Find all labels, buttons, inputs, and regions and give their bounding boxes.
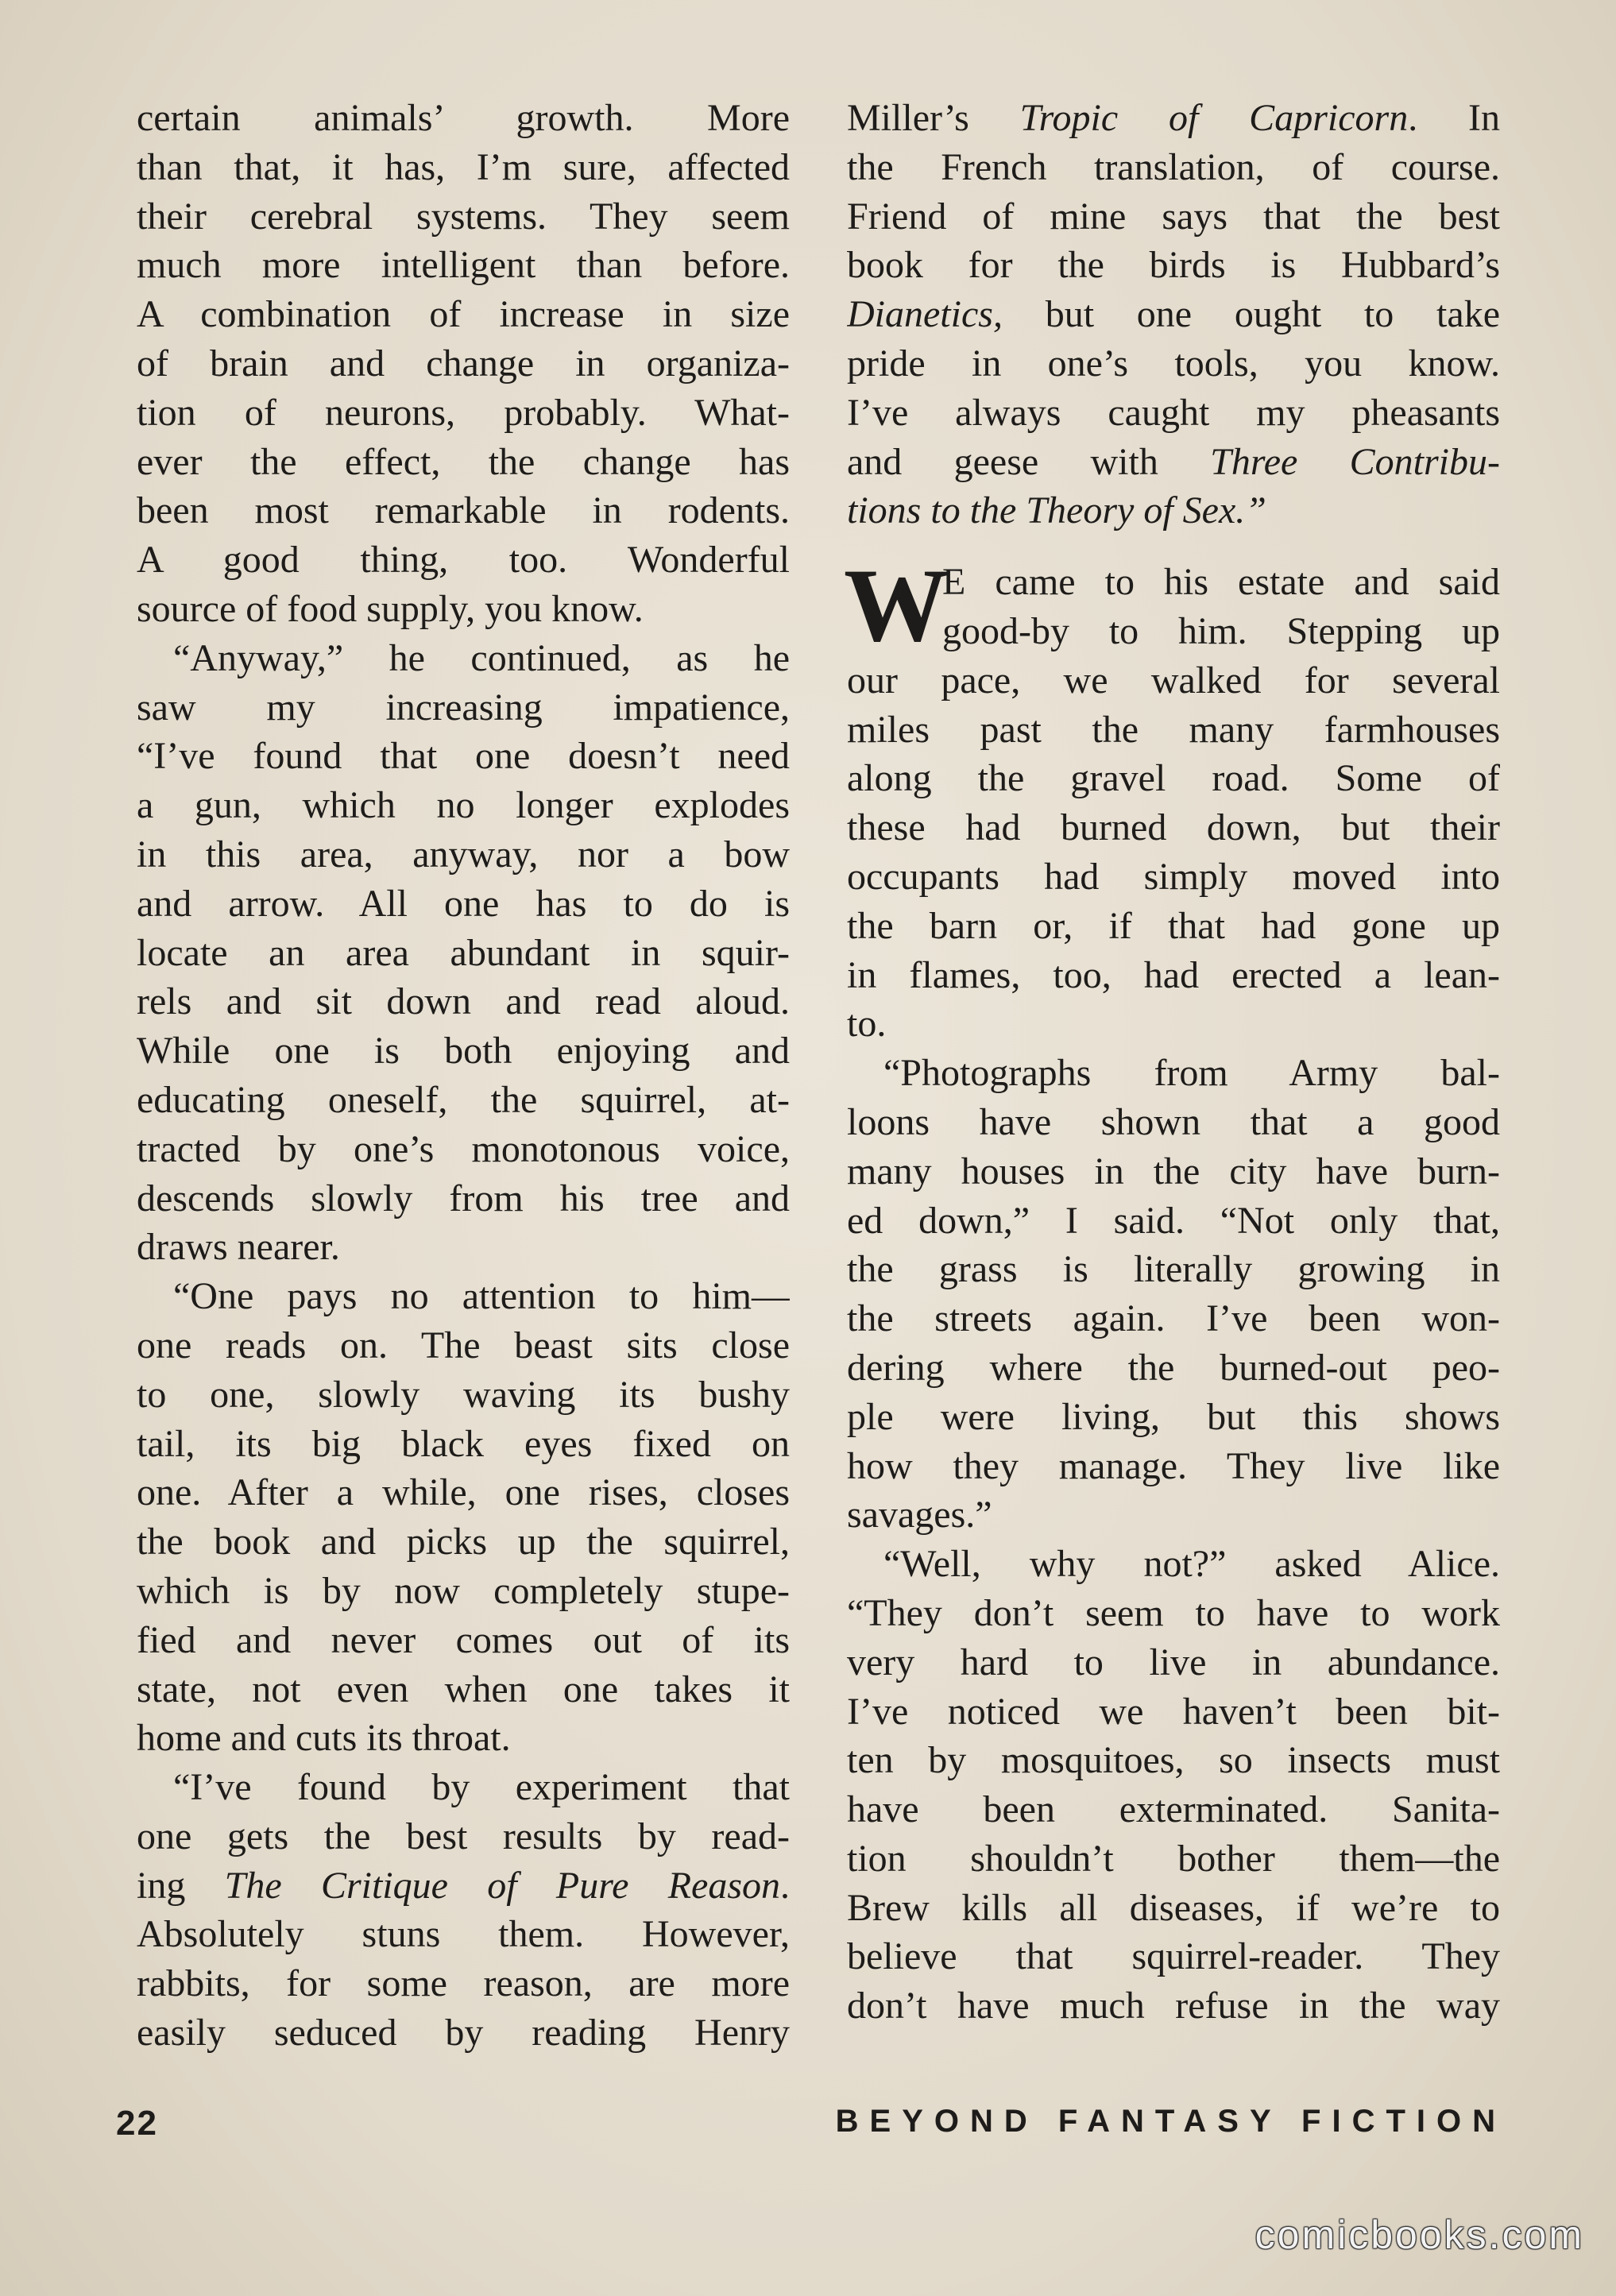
text-line xyxy=(137,1026,790,1076)
text-segment: very hard to live in abundance. xyxy=(847,1641,1500,1683)
text-segment: to. xyxy=(847,1003,887,1046)
text-segment: Friend of mine says that the best xyxy=(847,195,1500,238)
text-line xyxy=(847,656,1500,705)
text-line xyxy=(847,388,1500,438)
text-line xyxy=(847,803,1500,852)
text-line xyxy=(137,585,790,634)
text-segment: “I’ve found by experiment that xyxy=(173,1766,790,1809)
text-line xyxy=(847,1343,1500,1393)
text-segment: pride in one’s tools, you know. xyxy=(847,342,1500,385)
text-segment: the French translation, of course. xyxy=(847,145,1500,188)
text-segment: “Photographs from Army bal- xyxy=(883,1052,1500,1095)
text-line xyxy=(847,1049,1500,1098)
text-line xyxy=(847,94,1500,143)
text-segment: ple were living, but this shows xyxy=(847,1395,1500,1438)
text-segment: a gun, which no longer explodes xyxy=(137,784,790,827)
text-segment: book for the birds is Hubbard’s xyxy=(847,244,1500,287)
text-segment: ten by mosquitoes, so insects must xyxy=(847,1739,1500,1782)
text-line xyxy=(137,830,790,879)
text-segment: the barn or, if that had gone up xyxy=(847,904,1500,947)
text-line xyxy=(137,2008,790,2058)
text-line xyxy=(137,977,790,1026)
watermark-logo: comicbooks.com xyxy=(1255,2213,1584,2257)
page-number: 22 xyxy=(116,2104,158,2143)
text-line xyxy=(847,1442,1500,1491)
text-line xyxy=(137,879,790,929)
text-segment: While one is both enjoying and xyxy=(137,1030,790,1073)
right-column-top-text xyxy=(847,94,1500,535)
text-segment: ing xyxy=(137,1864,225,1907)
text-segment: one reads on. The beast sits close xyxy=(137,1324,790,1366)
italic-title-text: Tropic of Capricorn xyxy=(1019,97,1409,139)
text-line xyxy=(137,1812,790,1861)
text-segment: dering where the burned-out peo- xyxy=(847,1346,1500,1389)
text-segment: locate an area abundant in squir- xyxy=(137,931,790,974)
text-segment: in this area, anyway, nor a bow xyxy=(137,833,790,875)
text-line xyxy=(137,388,790,438)
text-segment: and arrow. All one has to do is xyxy=(137,882,790,925)
text-segment: ed down,” I said. “Not only that, xyxy=(847,1199,1500,1242)
text-segment: but one ought to take xyxy=(1002,293,1500,336)
text-segment: to one, slowly waving its bushy xyxy=(137,1373,790,1416)
text-segment: of brain and change in organiza- xyxy=(137,342,790,385)
text-segment: home and cuts its throat. xyxy=(137,1717,511,1760)
text-segment: Miller’s xyxy=(847,97,1020,139)
text-segment: in flames, too, had erected a lean- xyxy=(847,953,1500,996)
text-line xyxy=(137,535,790,585)
text-segment: state, not even when one takes it xyxy=(137,1668,790,1710)
drop-cap: W xyxy=(844,547,949,664)
text-line xyxy=(137,1076,790,1125)
text-line xyxy=(137,1665,790,1714)
text-line xyxy=(137,1174,790,1223)
text-segment: rels and sit down and read aloud. xyxy=(137,980,790,1023)
text-segment: rabbits, for some reason, are more xyxy=(137,1962,790,2005)
text-segment: how they manage. They live like xyxy=(847,1444,1500,1487)
text-line xyxy=(137,438,790,487)
text-line xyxy=(847,486,1500,535)
text-segment: much more intelligent than before. xyxy=(137,244,790,287)
right-text-column xyxy=(844,94,1500,2031)
text-segment: easily seduced by reading Henry xyxy=(137,2012,790,2054)
text-line xyxy=(137,1272,790,1321)
text-segment: these had burned down, but their xyxy=(847,806,1500,849)
text-segment: descends slowly from his tree and xyxy=(137,1177,790,1220)
text-line xyxy=(847,1589,1500,1638)
text-line xyxy=(137,1616,790,1665)
text-line xyxy=(847,1245,1500,1294)
text-line xyxy=(137,1763,790,1812)
text-line xyxy=(847,143,1500,192)
text-line xyxy=(137,1370,790,1420)
text-line xyxy=(137,192,790,242)
text-line xyxy=(847,1098,1500,1147)
text-line xyxy=(137,1321,790,1370)
text-segment: tail, its big black eyes fixed on xyxy=(137,1422,790,1465)
left-text-column xyxy=(137,94,790,2058)
text-line xyxy=(847,290,1500,339)
text-line xyxy=(137,1125,790,1174)
text-line xyxy=(137,781,790,830)
italic-title-text: The Critique of Pure Reason xyxy=(224,1864,780,1907)
text-line xyxy=(847,1490,1500,1540)
text-segment: many houses in the city have burn- xyxy=(847,1150,1500,1192)
text-segment: than that, it has, I’m sure, affected xyxy=(137,145,790,188)
text-segment: Absolutely stuns them. However, xyxy=(137,1913,790,1956)
text-segment: “Well, why not?” asked Alice. xyxy=(883,1543,1500,1586)
text-line xyxy=(847,438,1500,487)
text-segment: source of food supply, you know. xyxy=(137,587,644,630)
text-line xyxy=(137,1959,790,2008)
text-line xyxy=(137,1517,790,1567)
text-line xyxy=(847,1393,1500,1442)
text-segment: educating oneself, the squirrel, at- xyxy=(137,1078,790,1121)
text-segment: our pace, we walked for several xyxy=(847,659,1500,702)
text-segment: the book and picks up the squirrel, xyxy=(137,1521,790,1564)
text-segment: their cerebral systems. They seem xyxy=(137,195,790,238)
text-segment: good-by to him. Stepping up xyxy=(942,609,1500,652)
text-line xyxy=(137,1468,790,1517)
text-segment: tracted by one’s monotonous voice, xyxy=(137,1127,790,1170)
text-line xyxy=(847,1736,1500,1785)
text-line xyxy=(847,999,1500,1049)
text-line xyxy=(847,951,1500,1000)
text-segment: “Anyway,” he continued, as he xyxy=(173,636,790,679)
text-segment: “I’ve found that one doesn’t need xyxy=(137,735,790,778)
text-segment: which is by now completely stupe- xyxy=(137,1569,790,1612)
text-line xyxy=(137,1861,790,1911)
text-line xyxy=(847,1981,1500,2031)
text-line xyxy=(137,94,790,143)
text-segment: I’ve always caught my pheasants xyxy=(847,391,1500,434)
text-line xyxy=(847,1147,1500,1196)
text-line xyxy=(847,705,1500,755)
italic-title-text: Dianetics, xyxy=(847,293,1003,336)
text-line xyxy=(847,754,1500,803)
text-line xyxy=(847,1785,1500,1834)
text-segment: have been exterminated. Sanita- xyxy=(847,1788,1500,1831)
text-line xyxy=(847,1540,1500,1589)
text-segment: Brew kills all diseases, if we’re to xyxy=(847,1886,1500,1929)
text-line xyxy=(847,1932,1500,1981)
text-line xyxy=(137,290,790,339)
text-segment: tion of neurons, probably. What- xyxy=(137,391,790,434)
text-segment: A combination of increase in size xyxy=(137,293,790,336)
text-line xyxy=(847,902,1500,951)
italic-title-text: Three Contribu- xyxy=(1210,440,1500,483)
text-line xyxy=(137,732,790,781)
text-segment: ever the effect, the change has xyxy=(137,440,790,483)
text-line xyxy=(847,1687,1500,1737)
italic-title-text: tions to the Theory of Sex.” xyxy=(847,489,1266,532)
text-segment: one. After a while, one rises, closes xyxy=(137,1471,790,1514)
text-segment: and geese with xyxy=(847,440,1211,483)
text-line xyxy=(137,241,790,290)
text-segment: one gets the best results by read- xyxy=(137,1815,790,1857)
text-segment: been most remarkable in rodents. xyxy=(137,489,790,532)
text-line xyxy=(847,1196,1500,1246)
text-line xyxy=(137,1223,790,1272)
text-line xyxy=(847,1834,1500,1884)
text-segment: fied and never comes out of its xyxy=(137,1618,790,1661)
text-segment: “They don’t seem to have to work xyxy=(847,1591,1500,1634)
text-segment: along the gravel road. Some of xyxy=(847,757,1500,800)
text-line xyxy=(847,1884,1500,1933)
new-section xyxy=(844,547,1500,2031)
text-line xyxy=(137,634,790,683)
text-segment: believe that squirrel-reader. They xyxy=(847,1935,1500,1978)
text-line xyxy=(137,683,790,732)
text-line xyxy=(137,486,790,535)
text-line xyxy=(847,1294,1500,1343)
text-segment: certain animals’ growth. More xyxy=(137,97,790,139)
text-segment: don’t have much refuse in the way xyxy=(847,1985,1500,2027)
text-line xyxy=(137,1567,790,1616)
running-title: BEYOND FANTASY FICTION xyxy=(835,2104,1506,2139)
text-segment: tion shouldn’t bother them—the xyxy=(847,1837,1500,1880)
text-segment: the grass is literally growing in xyxy=(847,1248,1500,1291)
text-line xyxy=(137,1714,790,1763)
text-segment: “One pays no attention to him— xyxy=(173,1275,790,1318)
text-line xyxy=(847,1638,1500,1687)
text-line xyxy=(137,929,790,978)
text-segment: . In xyxy=(1408,97,1500,139)
text-segment: I’ve noticed we haven’t been bit- xyxy=(847,1690,1500,1733)
text-segment: the streets again. I’ve been won- xyxy=(847,1297,1500,1340)
text-line xyxy=(847,241,1500,290)
text-line xyxy=(137,1420,790,1469)
text-line xyxy=(137,339,790,388)
text-segment: savages.” xyxy=(847,1494,992,1536)
text-segment: draws nearer. xyxy=(137,1226,340,1269)
text-segment: E came to his estate and said xyxy=(942,561,1500,604)
text-line xyxy=(847,852,1500,902)
text-segment: occupants had simply moved into xyxy=(847,855,1500,898)
text-segment: A good thing, too. Wonderful xyxy=(137,539,790,582)
text-segment: miles past the many farmhouses xyxy=(847,708,1500,751)
text-segment: . xyxy=(780,1864,790,1907)
text-segment: saw my increasing impatience, xyxy=(137,686,790,729)
text-line xyxy=(847,339,1500,388)
text-segment: loons have shown that a good xyxy=(847,1100,1500,1143)
text-line xyxy=(847,192,1500,242)
text-line xyxy=(137,143,790,192)
text-line xyxy=(137,1910,790,1959)
right-column-bottom-text xyxy=(847,558,1500,2031)
